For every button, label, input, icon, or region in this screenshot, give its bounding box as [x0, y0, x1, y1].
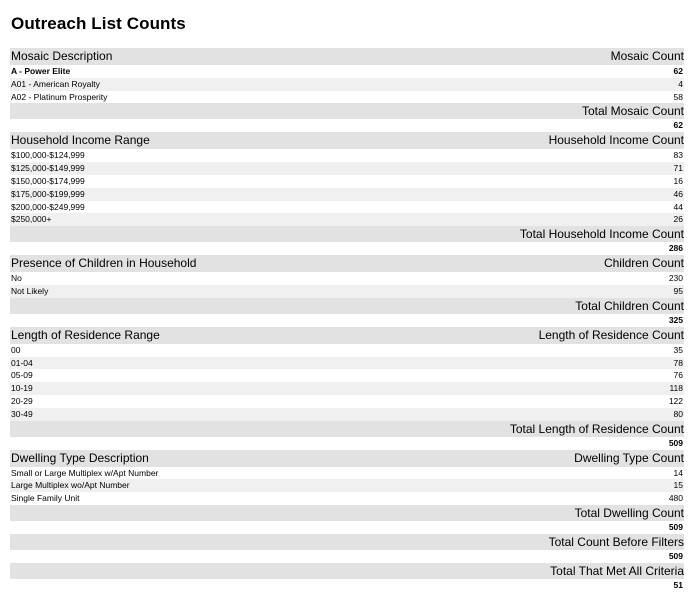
- section-mosaic: [10, 48, 684, 132]
- total-label: Total Length of Residence Count: [509, 421, 684, 436]
- row-value: 95: [673, 285, 683, 296]
- row-value: 76: [673, 370, 683, 381]
- row-label: $125,000-$149,999: [11, 163, 85, 174]
- header-left: Dwelling Type Description: [11, 450, 149, 465]
- table-row: [10, 162, 684, 175]
- row-label: 01-04: [11, 357, 33, 368]
- total-label: Total Children Count: [575, 298, 684, 313]
- row-value: 122: [668, 395, 683, 406]
- table-row: [10, 369, 684, 382]
- row-value: 4: [678, 78, 683, 89]
- total-value: [10, 437, 684, 450]
- total-label-bar: [10, 103, 684, 119]
- row-label: Large Multiplex wo/Apt Number: [11, 480, 130, 491]
- row-value: 230: [668, 273, 683, 284]
- total-value: [10, 521, 684, 534]
- total-label: Total Household Income Count: [519, 227, 684, 242]
- row-value: 83: [673, 150, 683, 161]
- header-right: Children Count: [603, 256, 684, 271]
- header-right: Dwelling Type Count: [574, 450, 684, 465]
- row-label: 30-49: [11, 408, 33, 419]
- section-header: [10, 255, 684, 272]
- row-value: 118: [669, 383, 683, 394]
- row-label: No: [11, 273, 22, 284]
- table-row: [10, 285, 684, 298]
- table-row: [10, 467, 684, 480]
- header-left: Household Income Range: [11, 133, 150, 148]
- table-row: [10, 188, 684, 201]
- row-label: A02 - Platinum Prosperity: [11, 91, 108, 102]
- row-value: 15: [673, 480, 683, 491]
- row-label: $200,000-$249,999: [11, 201, 85, 212]
- total-label-bar: [10, 298, 684, 314]
- row-label: $250,000+: [11, 214, 52, 225]
- row-label: Single Family Unit: [11, 493, 80, 504]
- row-label: 10-19: [11, 383, 33, 394]
- table-row: [10, 382, 684, 395]
- table-row: [10, 344, 684, 357]
- section-header: [10, 327, 684, 344]
- row-value: 62: [673, 66, 683, 76]
- header-left: Presence of Children in Household: [11, 256, 197, 271]
- row-value: 44: [673, 201, 683, 212]
- summary-met-criteria: [10, 563, 684, 592]
- table-row: [10, 65, 684, 78]
- section-header: [10, 450, 684, 467]
- total-label: Total Count Before Filters: [548, 534, 684, 549]
- total-label-bar: [10, 563, 684, 579]
- table-row: [10, 175, 684, 188]
- report-title: Outreach List Counts: [11, 14, 186, 33]
- summary-before-filters: [10, 534, 684, 563]
- table-row: [10, 149, 684, 162]
- table-row: [10, 213, 684, 226]
- total-number: 51: [673, 579, 683, 590]
- total-label-bar: [10, 505, 684, 521]
- section-header: [10, 48, 684, 65]
- total-value: [10, 314, 684, 327]
- table-row: [10, 408, 684, 421]
- header-right: Length of Residence Count: [538, 327, 684, 342]
- row-value: 16: [673, 175, 683, 186]
- row-label: 00: [11, 344, 21, 355]
- row-value: 78: [673, 357, 683, 368]
- row-value: 35: [673, 344, 683, 355]
- row-label: $100,000-$124,999: [11, 150, 85, 161]
- table-row: [10, 78, 684, 91]
- row-value: 58: [673, 91, 683, 102]
- row-value: 26: [673, 214, 683, 225]
- row-label: Small or Large Multiplex w/Apt Number: [11, 467, 159, 478]
- row-label: $175,000-$199,999: [11, 188, 85, 199]
- total-label: Total Dwelling Count: [574, 505, 684, 520]
- total-label-bar: [10, 226, 684, 242]
- table-row: [10, 357, 684, 370]
- total-label-bar: [10, 534, 684, 550]
- table-row: [10, 395, 684, 408]
- table-row: [10, 479, 684, 492]
- table-row: [10, 201, 684, 214]
- total-label: Total That Met All Criteria: [550, 563, 684, 578]
- row-label: 05-09: [11, 370, 33, 381]
- row-label: 20-29: [11, 395, 33, 406]
- section-dwelling-type: [10, 450, 684, 534]
- row-value: 480: [668, 493, 683, 504]
- table-row: [10, 272, 684, 285]
- total-number: 509: [668, 550, 683, 561]
- report-body: [10, 48, 684, 592]
- row-label: A01 - American Royalty: [11, 78, 100, 89]
- section-household-income: [10, 132, 684, 255]
- row-label: $150,000-$174,999: [11, 175, 85, 186]
- total-number: 509: [668, 437, 683, 448]
- row-value: 71: [673, 163, 683, 174]
- total-value: [10, 119, 684, 132]
- table-row: [10, 492, 684, 505]
- row-label: A - Power Elite: [11, 66, 71, 76]
- total-number: 325: [668, 314, 683, 325]
- section-children: [10, 255, 684, 327]
- total-number: 62: [673, 120, 683, 131]
- header-left: Mosaic Description: [11, 49, 113, 63]
- row-value: 80: [673, 408, 683, 419]
- total-value: [10, 242, 684, 255]
- section-length-of-residence: [10, 327, 684, 450]
- total-number: 286: [668, 243, 683, 254]
- header-right: Mosaic Count: [610, 49, 684, 63]
- total-value: [10, 579, 684, 592]
- total-value: [10, 550, 684, 563]
- header-right: Household Income Count: [548, 133, 684, 148]
- row-value: 46: [673, 188, 683, 199]
- row-label: Not Likely: [11, 285, 49, 296]
- table-row: [10, 91, 684, 104]
- total-number: 509: [668, 521, 683, 532]
- header-left: Length of Residence Range: [11, 327, 160, 342]
- total-label-bar: [10, 421, 684, 437]
- row-value: 14: [673, 467, 683, 478]
- section-header: [10, 132, 684, 149]
- total-label: Total Mosaic Count: [581, 104, 684, 119]
